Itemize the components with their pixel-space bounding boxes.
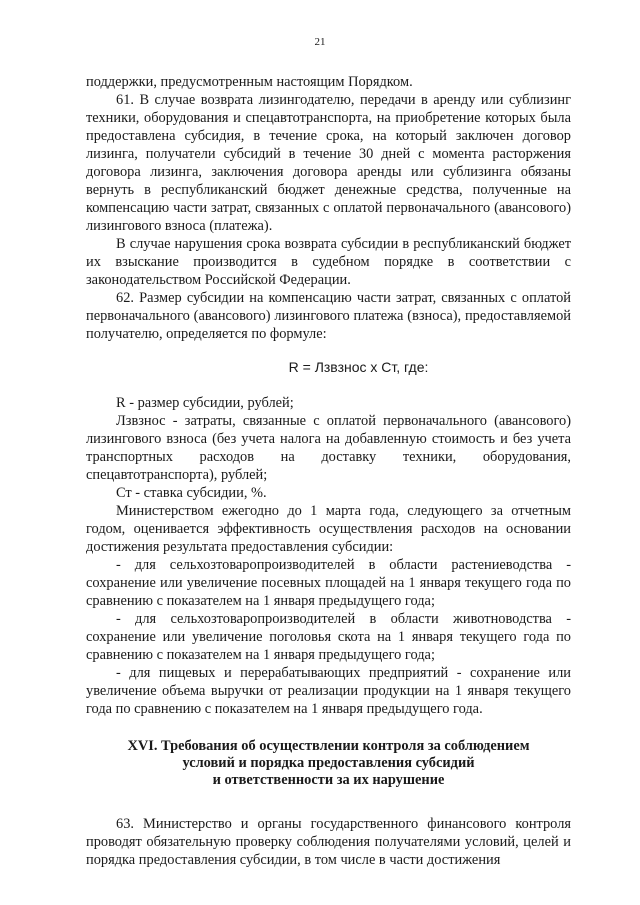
section-heading-xvi — [86, 738, 571, 789]
section-heading-line-2: условий и порядка предоставления субсидий — [182, 755, 475, 771]
subsidy-formula: R = Лзвзнос х Ст, где: — [288, 359, 429, 375]
page-number: 21 — [314, 36, 326, 48]
section-heading-line-1: XVI. Требования об осуществлении контроля за соблюдением — [127, 738, 530, 754]
paragraph-63: 63. Министерство и органы государственного финансового контроля проводят обязательную проверку соблюдения получателями условий, целей и порядка предоставления субсидии, в том числе в части достижения — [86, 816, 571, 868]
definition-r: R - размер субсидии, рублей; — [116, 395, 294, 411]
definition-lzvznos: Лзвзнос - затраты, связанные с оплатой первоначального (авансового) лизингового взноса (без учета налога на добавленную стоимость и без учета транспортных расходов на доставку техники, оборудования, спецавтотранспорта), рублей; — [86, 413, 571, 483]
page-content — [86, 73, 571, 869]
paragraph-continuation: поддержки, предусмотренным настоящим Порядком. — [86, 74, 413, 90]
paragraph-61-penalty: В случае нарушения срока возврата субсидии в республиканский бюджет их взыскание производится в судебном порядке в соответствии с законодательством Российской Федерации. — [86, 236, 571, 288]
paragraph-62: 62. Размер субсидии на компенсацию части затрат, связанных с оплатой первоначального (авансового) лизингового платежа (взноса), предоставляемой получателю, определяется по формуле: — [86, 290, 571, 342]
definition-st: Ст - ставка субсидии, %. — [116, 485, 267, 501]
paragraph-efficiency: Министерством ежегодно до 1 марта года, следующего за отчетным годом, оценивается эффективность осуществления расходов на основании достижения результата предоставления субсидии: — [86, 503, 571, 555]
list-item-food-processing: - для пищевых и перерабатывающих предприятий - сохранение или увеличение объема выручки от реализации продукции на 1 января текущего года по сравнению с показателем на 1 января предыдущего года. — [86, 665, 571, 717]
list-item-livestock: - для сельхозтоваропроизводителей в области животноводства - сохранение или увеличение поголовья скота на 1 января текущего года по сравнению с показателем на 1 января предыдущего года; — [86, 611, 571, 663]
paragraph-61: 61. В случае возврата лизингодателю, передачи в аренду или сублизинг техники, оборудования и спецавтотранспорта, на приобретение которых была предоставлена субсидия, в течение срока, на который заключен договор лизинга, получатели субсидий в течение 30 дней с момента расторжения договора лизинга, заключения договора аренды или сублизинга обязаны вернуть в республиканский бюджет денежные средства, полученные на компенсацию части затрат, связанных с оплатой первоначального (авансового) лизингового взноса (платежа). — [86, 92, 571, 234]
section-heading-line-3: и ответственности за их нарушение — [212, 772, 445, 788]
list-item-crop: - для сельхозтоваропроизводителей в области растениеводства - сохранение или увеличение посевных площадей на 1 января текущего года по сравнению с показателем на 1 января предыдущего года; — [86, 557, 571, 609]
